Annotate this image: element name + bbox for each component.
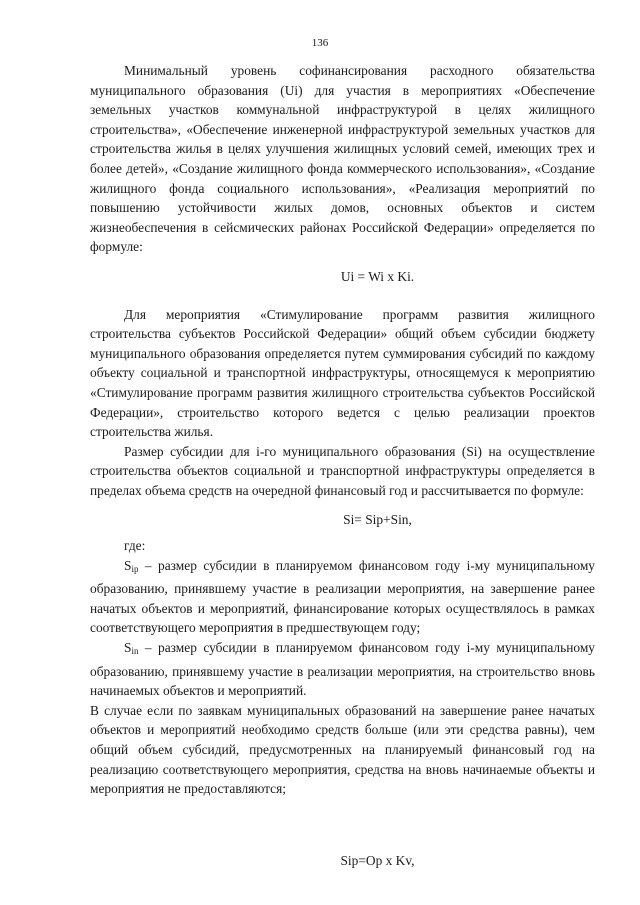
definition-sin-symbol: S: [124, 640, 132, 656]
formula-ui: Ui = Wi x Ki.: [340, 268, 415, 284]
definition-sip-symbol: S: [124, 557, 132, 573]
page-number: 136: [311, 37, 329, 49]
definition-sin: [90, 638, 595, 701]
paragraph-insufficient-funds: В случае если по заявкам муниципальных образований на завершение ранее начатых объектов и мероприятий необходимо средств больше (или эти средства равны), чем общий объем субсидий, предусмотренных на планируемый финансовый год на реализацию соответствующего мероприятия, средства на вновь начинаемые объекты и мероприятия не предоставляются;: [90, 702, 595, 797]
paragraph-min-cofinancing: Минимальный уровень софинансирования расходного обязательства муниципального образования (Ui) для участия в мероприятиях «Обеспечение земельных участков коммунальной инфраструктурой в целях жилищного строительства», «Обеспечение инженерной инфраструктурой земельных участков для строительства жилья в целях улучшения жилищных условий семей, имеющих трех и более детей», «Создание жилищного фонда коммерческого использования», «Создание жилищного фонда социального использования», «Реализация мероприятий по повышению устойчивости жилых домов, основных объектов и систем жизнеобеспечения в сейсмических районах Российской Федерации» определяется по формуле:: [90, 63, 595, 255]
formula-sip: Sip=Op x Kv,: [340, 852, 415, 868]
paragraph-stimulation: Для мероприятия «Стимулирование программ развития жилищного строительства субъектов Российской Федерации» общий объем субсидии бюджету муниципального образования определяется путем суммирования субсидий по каждому объекту социальной и транспортной инфраструктуры, относящемуся к мероприятию «Стимулирование программ развития жилищного строительства субъектов Российской Федерации», строительство которого ведется с целью реализации проектов строительства жилья.: [90, 306, 595, 440]
paragraph-subsidy-size: Размер субсидии для i-го муниципального образования (Si) на осуществление строительства объектов социальной и транспортной инфраструктуры определяется в пределах объема средств на очередной финансовый год и рассчитывается по формуле:: [90, 443, 595, 498]
definition-sip-text: – размер субсидии в планируемом финансовом году i-му муниципальному образованию, принявшему участие в реализации мероприятия, на завершение ранее начатых объектов и мероприятий, финансирование которых осуществлялось в рамках соответствующего мероприятия в предшествующем году;: [90, 557, 595, 636]
definition-sip: [90, 556, 595, 638]
definition-sip-subscript: ip: [131, 563, 139, 574]
definition-sin-subscript: in: [131, 646, 139, 657]
where-label: где:: [124, 538, 146, 554]
document-body: [90, 61, 595, 870]
formula-si: Si= Sip+Sin,: [343, 512, 412, 528]
definition-sin-text: – размер субсидии в планируемом финансовом году i-му муниципальному образованию, принявшему участие в реализации мероприятия, на строительство вновь начинаемых объектов и мероприятий.: [90, 640, 595, 699]
